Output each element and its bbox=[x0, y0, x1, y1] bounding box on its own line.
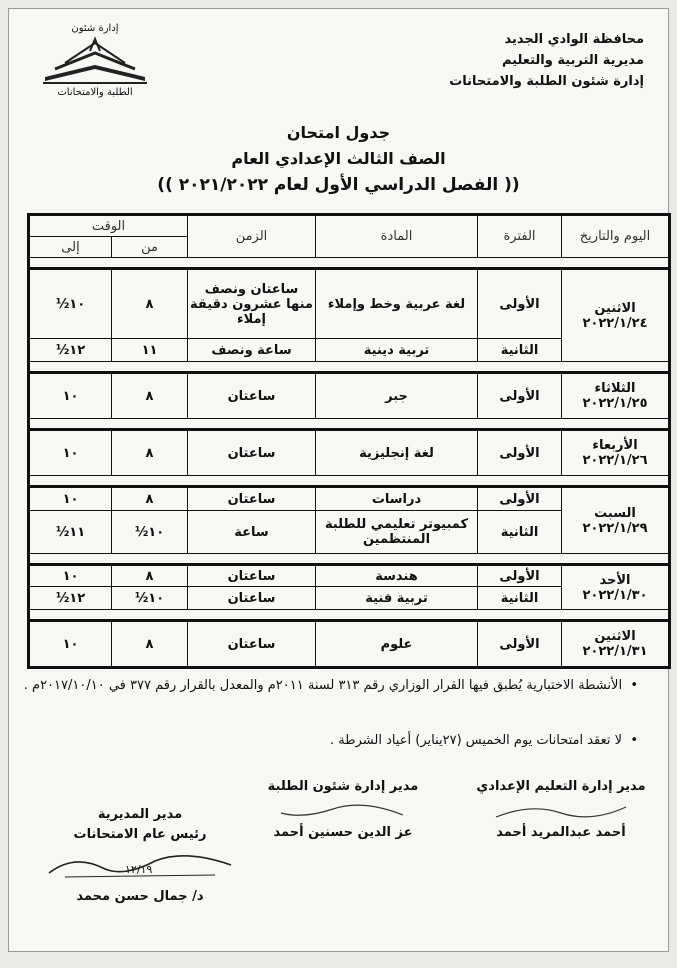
to-cell: ١٢½ bbox=[29, 587, 112, 610]
day-cell bbox=[562, 430, 670, 476]
from-cell: ١٠½ bbox=[112, 587, 188, 610]
exam-schedule-table bbox=[27, 213, 671, 669]
from-cell: ٨ bbox=[112, 621, 188, 668]
duration-cell: ساعتان ونصف منها عشرون دقيقة إملاء bbox=[188, 269, 316, 339]
period-cell: الثانية bbox=[478, 587, 562, 610]
table-row bbox=[29, 269, 670, 339]
period-cell: الثانية bbox=[478, 339, 562, 362]
day-cell bbox=[562, 373, 670, 419]
from-cell: ٨ bbox=[112, 430, 188, 476]
bullet-icon: • bbox=[622, 678, 638, 693]
header-directorate: مديرية التربية والتعليم bbox=[501, 53, 644, 68]
day-date: ٢٠٢٢/١/٢٥ bbox=[582, 396, 648, 411]
to-cell: ١٠½ bbox=[29, 269, 112, 339]
header-duration: الزمن bbox=[188, 215, 316, 258]
page-title: جدول امتحان bbox=[286, 123, 391, 142]
day-name: الثلاثاء bbox=[594, 381, 636, 396]
subject-cell: لغة عربية وخط وإملاء bbox=[316, 269, 478, 339]
to-cell: ١١½ bbox=[29, 511, 112, 554]
book-icon bbox=[35, 35, 155, 85]
period-cell: الأولى bbox=[478, 487, 562, 511]
signature-subtitle: رئيس عام الامتحانات bbox=[73, 827, 207, 842]
subject-cell: لغة إنجليزية bbox=[316, 430, 478, 476]
day-name: الاثنين bbox=[594, 629, 636, 644]
period-cell: الأولى bbox=[478, 565, 562, 587]
duration-cell: ساعتان bbox=[188, 621, 316, 668]
from-cell: ٨ bbox=[112, 565, 188, 587]
header-block bbox=[449, 29, 644, 92]
signature-name: أحمد عبدالمريد أحمد bbox=[496, 825, 626, 840]
signature-prep-education bbox=[476, 777, 646, 843]
duration-cell: ساعتان bbox=[188, 487, 316, 511]
table-row bbox=[29, 430, 670, 476]
table-row bbox=[29, 373, 670, 419]
page-subtitle-term: (( الفصل الدراسي الأول لعام ٢٠٢١/٢٠٢٢ )) bbox=[157, 175, 520, 195]
table-row bbox=[29, 621, 670, 668]
day-date: ٢٠٢٢/١/٢٤ bbox=[582, 315, 648, 331]
signature-name: د/ جمال حسن محمد bbox=[76, 889, 204, 904]
handwritten-signature-icon bbox=[273, 799, 413, 823]
signature-name: عز الدين حسنين أحمد bbox=[273, 825, 413, 840]
period-cell: الأولى bbox=[478, 269, 562, 339]
day-cell bbox=[562, 621, 670, 668]
duration-cell: ساعتان bbox=[188, 587, 316, 610]
to-cell: ١٠ bbox=[29, 565, 112, 587]
signature-student-affairs bbox=[258, 777, 428, 843]
note-holiday: • لا تعقد امتحانات يوم الخميس (٢٧يناير) أعياد الشرطة . bbox=[330, 733, 638, 748]
day-name: السبت bbox=[594, 505, 636, 521]
to-cell: ١٠ bbox=[29, 430, 112, 476]
from-cell: ٨ bbox=[112, 487, 188, 511]
bullet-icon: • bbox=[622, 733, 638, 748]
to-cell: ١٠ bbox=[29, 621, 112, 668]
subject-cell: هندسة bbox=[316, 565, 478, 587]
subject-cell: كمبيوتر تعليمي للطلبة المنتظمين bbox=[316, 511, 478, 554]
signature-title: مدير إدارة التعليم الإعدادي bbox=[476, 779, 646, 794]
page-subtitle-grade: الصف الثالث الإعدادي العام bbox=[231, 149, 446, 168]
period-cell: الأولى bbox=[478, 430, 562, 476]
logo bbox=[35, 23, 155, 103]
header-day: اليوم والتاريخ bbox=[562, 215, 670, 258]
to-cell: ١٢½ bbox=[29, 339, 112, 362]
duration-cell: ساعتان bbox=[188, 373, 316, 419]
day-cell bbox=[562, 565, 670, 610]
logo-bottom-text: الطلبة والامتحانات bbox=[57, 87, 133, 98]
duration-cell: ساعتان bbox=[188, 430, 316, 476]
duration-cell: ساعة ونصف bbox=[188, 339, 316, 362]
day-date: ٢٠٢٢/١/٢٩ bbox=[582, 520, 648, 536]
table-row bbox=[29, 565, 670, 587]
signature-date: ١٢/١٩ bbox=[125, 863, 153, 876]
document-page bbox=[8, 8, 669, 952]
from-cell: ١١ bbox=[112, 339, 188, 362]
period-cell: الأولى bbox=[478, 621, 562, 668]
day-date: ٢٠٢٢/١/٣١ bbox=[582, 644, 648, 659]
to-cell: ١٠ bbox=[29, 373, 112, 419]
header-time: الوقت bbox=[29, 215, 188, 237]
signature-title: مدير المديرية bbox=[97, 807, 183, 822]
handwritten-signature-icon bbox=[491, 799, 631, 823]
from-cell: ١٠½ bbox=[112, 511, 188, 554]
header-governorate: محافظة الوادي الجديد bbox=[504, 32, 644, 47]
from-cell: ٨ bbox=[112, 269, 188, 339]
subject-cell: تربية دينية bbox=[316, 339, 478, 362]
from-cell: ٨ bbox=[112, 373, 188, 419]
day-name: الأربعاء bbox=[592, 438, 638, 453]
day-cell bbox=[562, 269, 670, 362]
day-date: ٢٠٢٢/١/٢٦ bbox=[582, 453, 648, 468]
signature-title: مدير إدارة شئون الطلبة bbox=[267, 779, 419, 794]
duration-cell: ساعة bbox=[188, 511, 316, 554]
header-subject: المادة bbox=[316, 215, 478, 258]
day-name: الاثنين bbox=[594, 300, 636, 316]
table-row bbox=[29, 487, 670, 511]
to-cell: ١٠ bbox=[29, 487, 112, 511]
day-cell bbox=[562, 487, 670, 554]
subject-cell: جبر bbox=[316, 373, 478, 419]
period-cell: الثانية bbox=[478, 511, 562, 554]
duration-cell: ساعتان bbox=[188, 565, 316, 587]
day-name: الأحد bbox=[599, 572, 631, 588]
logo-top-text: إدارة شئون bbox=[71, 23, 119, 34]
note-activities: • الأنشطة الاختبارية يُطبق فيها القرار الوزاري رقم ٣١٣ لسنة ٢٠١١م والمعدل بالقرار رقم ٣٧٧ في ٢٠١٧/١٠/١٠م . bbox=[23, 678, 638, 693]
signature-director bbox=[45, 805, 235, 904]
header-administration: إدارة شئون الطلبة والامتحانات bbox=[449, 74, 644, 89]
subject-cell: تربية فنية bbox=[316, 587, 478, 610]
header-from: من bbox=[112, 237, 188, 258]
header-period: الفترة bbox=[478, 215, 562, 258]
day-date: ٢٠٢٢/١/٣٠ bbox=[582, 587, 648, 603]
subject-cell: علوم bbox=[316, 621, 478, 668]
header-to: إلى bbox=[29, 237, 112, 258]
subject-cell: دراسات bbox=[316, 487, 478, 511]
period-cell: الأولى bbox=[478, 373, 562, 419]
